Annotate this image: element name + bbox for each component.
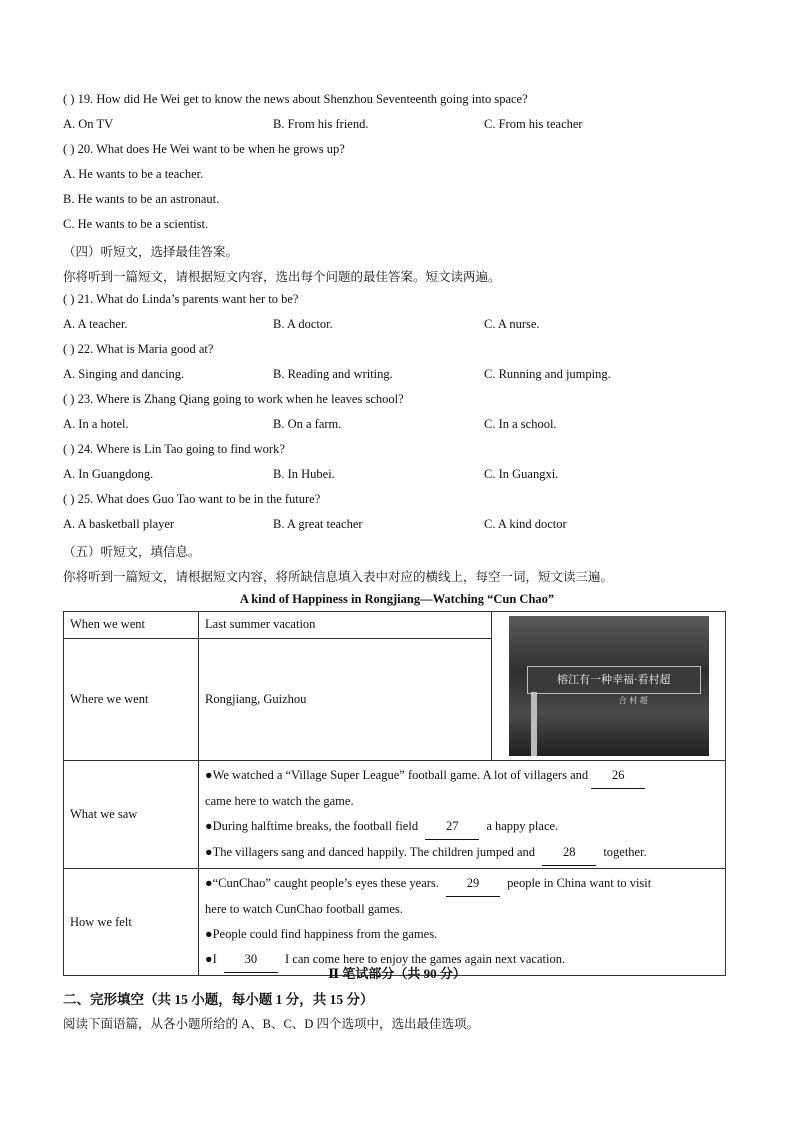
q24-option-a: A. In Guangdong. [63,467,154,481]
blank-28: 28 [542,840,596,866]
q25-option-b: B. A great teacher [273,517,363,531]
felt-content [199,869,726,976]
q22-option-b: B. Reading and writing. [273,367,393,381]
photo-cell [492,612,726,761]
q19-option-a: A. On TV [63,117,114,131]
saw-label: What we saw [64,761,199,869]
cloze-instruction: 阅读下面语篇，从各小题所给的 A、B、C、D 四个选项中，选出最佳选项。 [63,1017,479,1031]
question-22: ( ) 22. What is Maria good at? [63,342,214,356]
question-21: ( ) 21. What do Linda’s parents want her to be? [63,292,299,306]
q19-option-c: C. From his teacher [484,117,583,131]
info-table [63,611,726,976]
q23-option-b: B. On a farm. [273,417,342,431]
q24-option-c: C. In Guangxi. [484,467,559,481]
question-23: ( ) 23. Where is Zhang Qiang going to work when he leaves school? [63,392,404,406]
blank-26: 26 [591,763,645,789]
saw2-post: a happy place. [486,819,559,833]
q21-option-c: C. A nurse. [484,317,540,331]
photo-sign: 榕江有一种幸福·看村超 [527,666,701,694]
question-25: ( ) 25. What does Guo Tao want to be in the future? [63,492,321,506]
q23-option-a: A. In a hotel. [63,417,129,431]
saw1-text: ●We watched a “Village Super League” football game. A lot of villagers and [205,768,589,782]
cloze-heading: 二、完形填空（共 15 小题，每小题 1 分，共 15 分） [63,992,374,1007]
where-label: Where we went [64,638,199,760]
saw-item-1 [205,763,719,789]
q22-option-c: C. Running and jumping. [484,367,611,381]
q19-option-b: B. From his friend. [273,117,369,131]
part5-heading: （五）听短文，填信息。 [63,545,201,559]
q21-option-b: B. A doctor. [273,317,333,331]
felt-label: How we felt [64,869,199,976]
felt1-post: people in China want to visit [507,876,652,890]
q23-option-c: C. In a school. [484,417,557,431]
q25-option-a: A. A basketball player [63,517,175,531]
cunchao-photo [509,616,709,756]
q20-option-c: C. He wants to be a scientist. [63,217,209,231]
when-value: Last summer vacation [199,612,492,639]
felt-item-1 [205,871,719,897]
part4-instruction: 你将听到一篇短文，请根据短文内容，选出每个问题的最佳答案。短文读两遍。 [63,270,501,284]
where-value: Rongjiang, Guizhou [199,638,492,760]
felt-item-2: ●People could find happiness from the games. [205,927,438,941]
saw1-continuation: came here to watch the game. [205,794,354,808]
question-24: ( ) 24. Where is Lin Tao going to find work? [63,442,285,456]
q24-option-b: B. In Hubei. [273,467,335,481]
felt3-post: I can come here to enjoy the games again next vacation. [285,952,566,966]
q21-option-a: A. A teacher. [63,317,128,331]
q20-option-b: B. He wants to be an astronaut. [63,192,220,206]
felt3-text: ●I [205,952,217,966]
question-20: ( ) 20. What does He Wei want to be when he grows up? [63,142,345,156]
felt1-text: ●“CunChao” caught people’s eyes these years. [205,876,439,890]
part5-instruction: 你将听到一篇短文，请根据短文内容，将所缺信息填入表中对应的横线上，每空一词，短文读三遍。 [63,570,614,584]
photo-sign-sub: 合 村 超 [618,696,648,705]
q25-option-c: C. A kind doctor [484,517,567,531]
when-label: When we went [64,612,199,639]
section-2-title: Ⅱ 笔试部分（共 90 分） [328,966,466,981]
blank-30: 30 [224,947,278,973]
photo-pole [531,692,537,756]
part4-heading: （四）听短文，选择最佳答案。 [63,245,239,259]
felt1-continuation: here to watch CunChao football games. [205,902,403,916]
saw3-text: ●The villagers sang and danced happily. The children jumped and [205,845,536,859]
saw-content [199,761,726,869]
q20-option-a: A. He wants to be a teacher. [63,167,204,181]
question-19: ( ) 19. How did He Wei get to know the news about Shenzhou Seventeenth going into space? [63,92,528,106]
q22-option-a: A. Singing and dancing. [63,367,185,381]
saw2-text: ●During halftime breaks, the football field [205,819,419,833]
saw-item-3 [205,840,719,866]
blank-27: 27 [425,814,479,840]
saw3-post: together. [603,845,647,859]
blank-29: 29 [446,871,500,897]
table-title: A kind of Happiness in Rongjiang—Watching “Cun Chao” [239,592,555,606]
saw-item-2 [205,814,719,840]
